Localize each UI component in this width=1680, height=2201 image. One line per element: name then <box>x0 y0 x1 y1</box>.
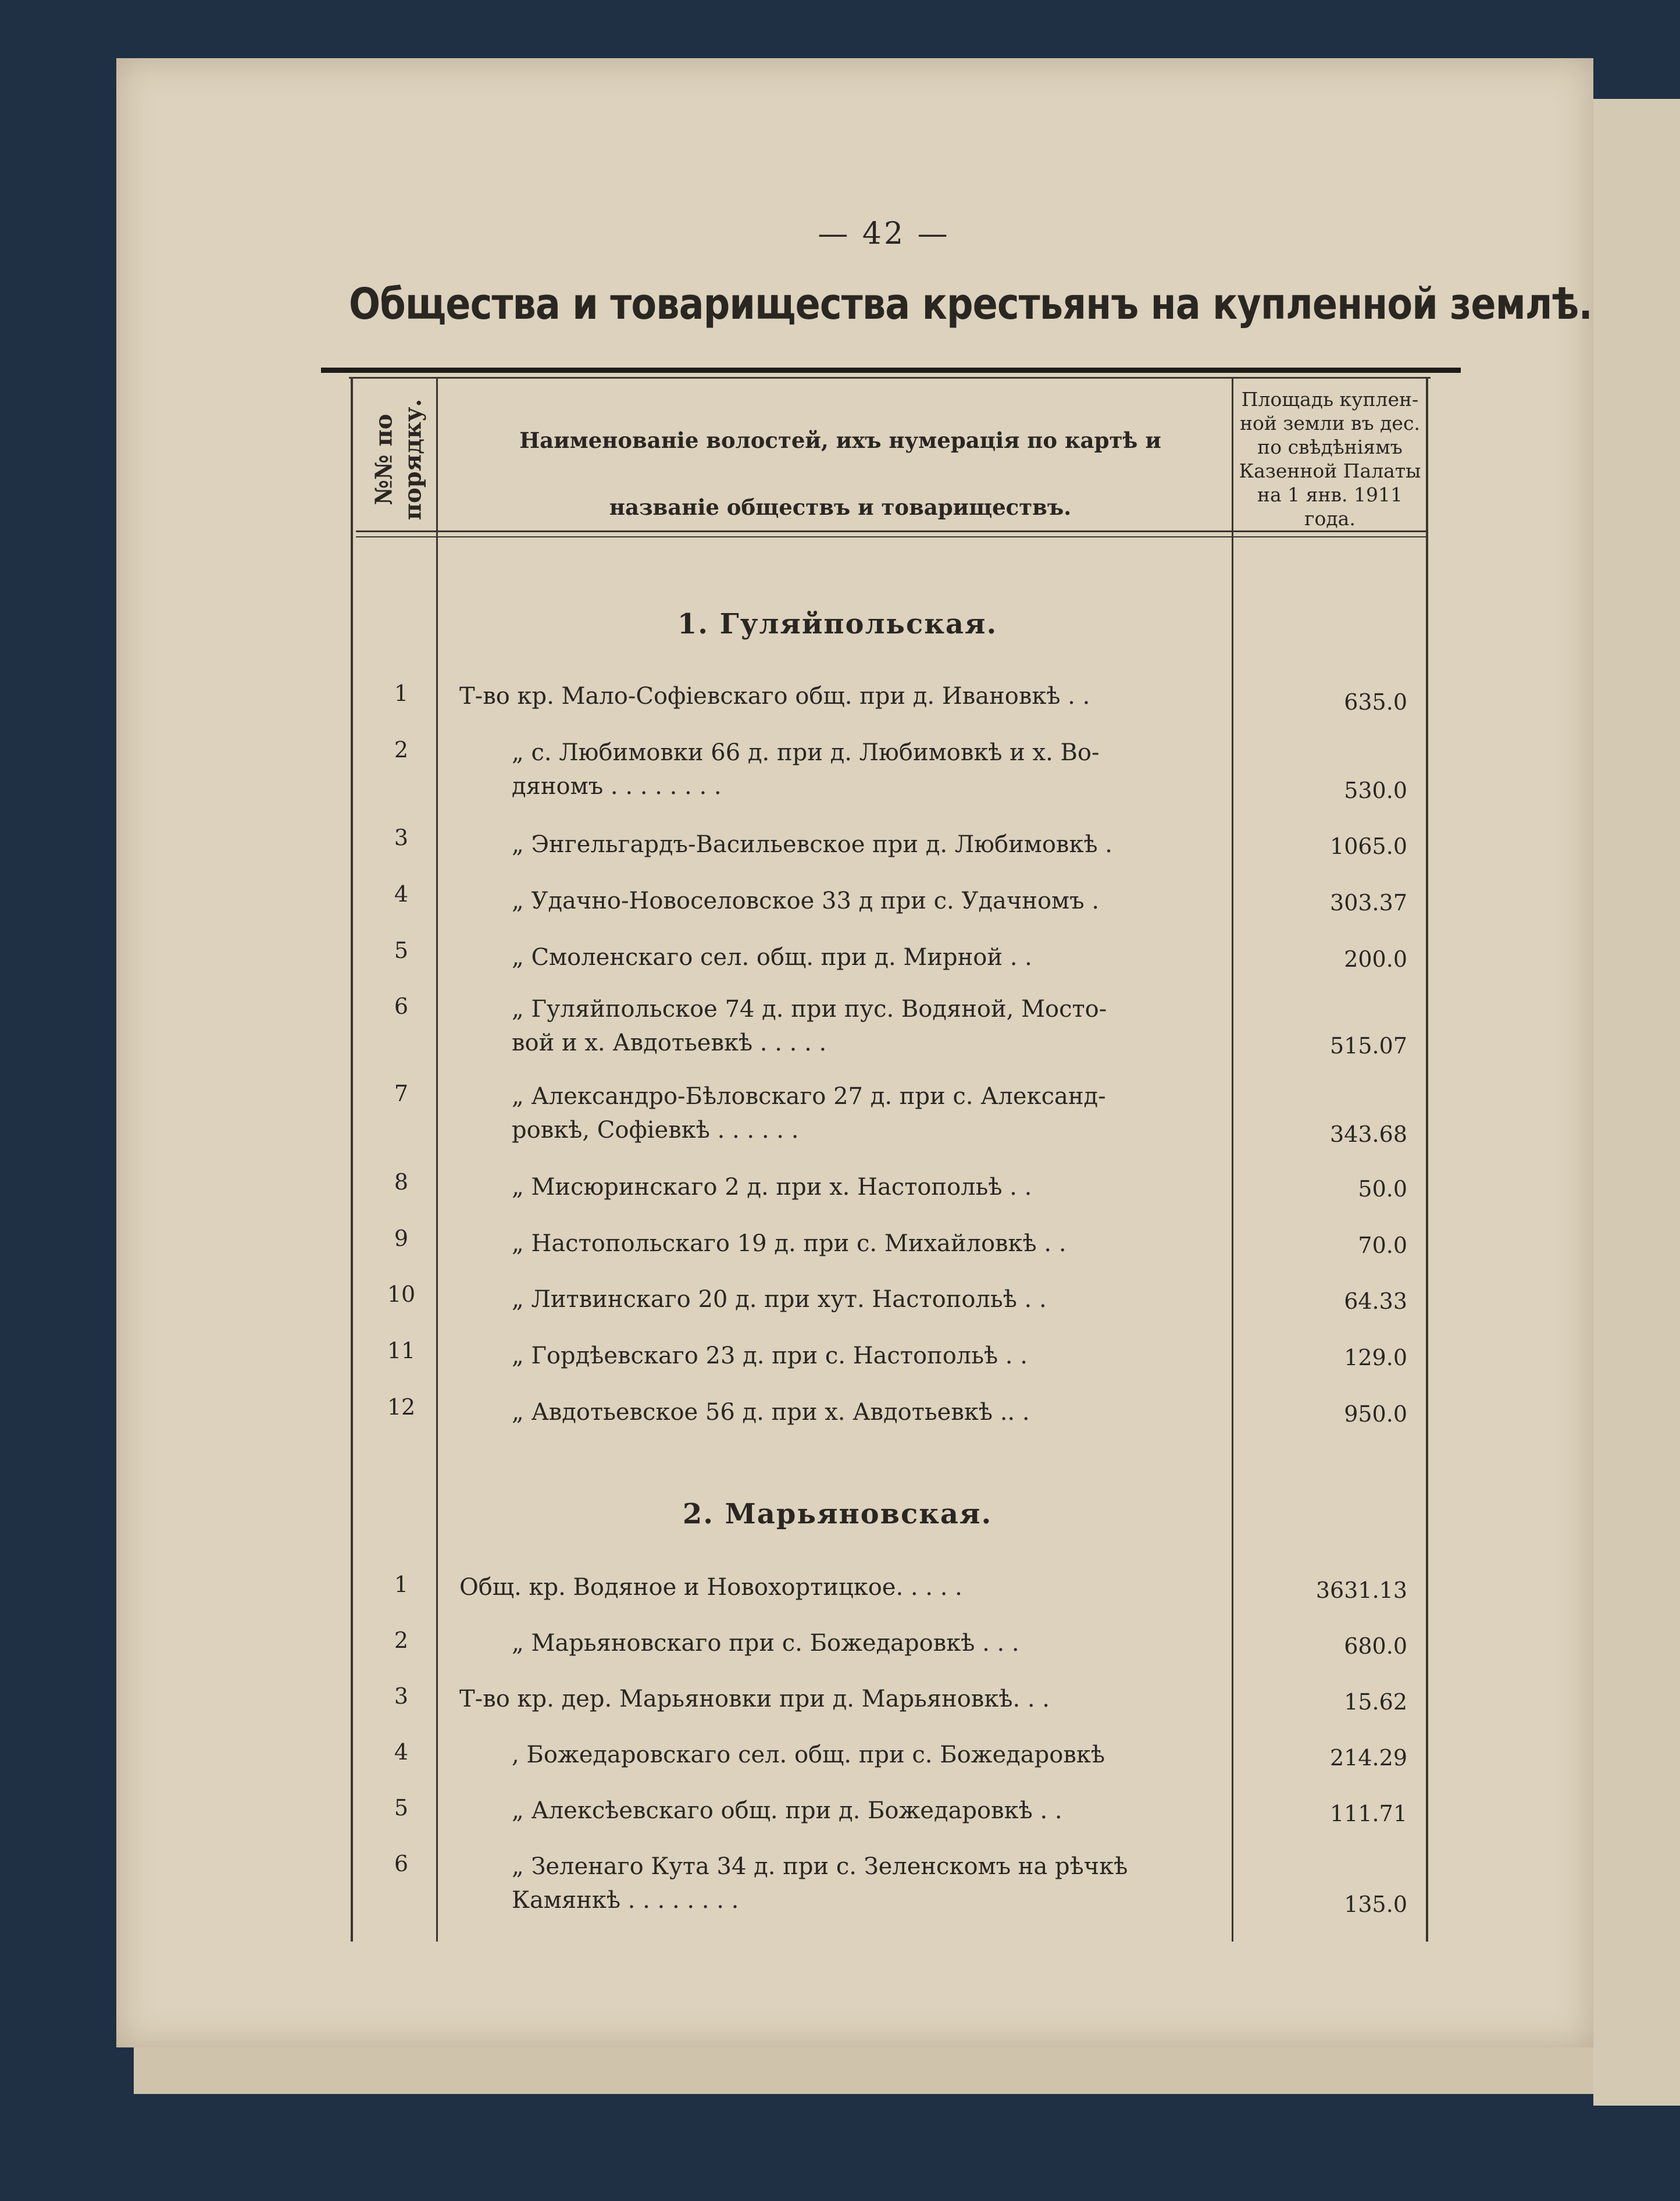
row-text: „ Марьяновскаго при с. Божедаровкѣ . . . <box>512 1630 1019 1657</box>
row-number: 2 <box>394 737 409 763</box>
row-number: 7 <box>394 1081 409 1106</box>
row-text: Общ. кр. Водяное и Новохортицкое. . . . . <box>459 1574 962 1601</box>
row-value: 111.71 <box>1330 1801 1407 1826</box>
row-text: „ Алексѣевскаго общ. при д. Божедаровкѣ . . <box>512 1797 1062 1824</box>
row-text: „ Мисюринскаго 2 д. при х. Настопольѣ . . <box>512 1174 1032 1201</box>
header-name-column <box>448 407 1233 541</box>
row-value: 64.33 <box>1344 1288 1407 1314</box>
row-text: „ Зеленаго Кута 34 д. при с. Зеленскомъ на рѣчкѣ Камянкѣ . . . . . . . . <box>512 1853 1128 1914</box>
row-value: 135.0 <box>1344 1892 1407 1917</box>
row-value: 515.07 <box>1330 1033 1407 1059</box>
row-number: 4 <box>394 1739 409 1765</box>
row-value: 214.29 <box>1330 1745 1407 1771</box>
row-value: 303.37 <box>1330 890 1407 916</box>
row-value: 680.0 <box>1344 1633 1407 1659</box>
row-number: 1 <box>394 681 409 706</box>
row-number: 9 <box>394 1226 409 1251</box>
header-name-line2: названіе обществъ и товариществъ. <box>609 494 1072 520</box>
row-number: 11 <box>387 1338 416 1363</box>
row-value: 343.68 <box>1330 1121 1407 1147</box>
row-text: Т-во кр. дер. Марьяновки при д. Марьяновкѣ. . . <box>459 1686 1050 1712</box>
row-text: „ Литвинскаго 20 д. при хут. Настопольѣ . . <box>512 1286 1047 1313</box>
row-text: „ Гордѣевскаго 23 д. при с. Настопольѣ . . <box>512 1342 1028 1369</box>
row-text: „ Гуляйпольское 74 д. при пус. Водяной, Мосто- вой и х. Авдотьевкѣ . . . . . <box>512 996 1107 1056</box>
row-number: 5 <box>394 1795 409 1821</box>
header-name-line1: Наименованіе волостей, ихъ нумерація по картѣ и <box>519 428 1161 453</box>
row-number: 10 <box>387 1281 416 1307</box>
row-text: „ с. Любимовки 66 д. при д. Любимовкѣ и х. Во- дяномъ . . . . . . . . <box>512 739 1100 800</box>
row-number: 1 <box>394 1572 409 1597</box>
row-text: „ Настопольскаго 19 д. при с. Михайловкѣ . . <box>512 1230 1067 1257</box>
row-number: 12 <box>387 1394 416 1420</box>
row-text: „ Александро-Бѣловскаго 27 д. при с. Александ- ровкѣ, Софіевкѣ . . . . . . <box>512 1083 1106 1144</box>
row-number: 6 <box>394 1851 409 1876</box>
row-value: 3631.13 <box>1315 1577 1407 1603</box>
row-value: 530.0 <box>1344 778 1407 803</box>
row-text: „ Авдотьевское 56 д. при х. Авдотьевкѣ .. . <box>512 1399 1030 1426</box>
row-value: 129.0 <box>1344 1345 1407 1370</box>
page-number: — 42 — <box>818 216 950 251</box>
row-value: 950.0 <box>1344 1401 1407 1427</box>
row-text: „ Смоленскаго сел. общ. при д. Мирной . . <box>512 944 1032 971</box>
row-text: „ Энгельгардъ-Васильевское при д. Любимовкѣ . <box>512 831 1112 858</box>
row-number: 3 <box>394 1683 409 1709</box>
row-value: 1065.0 <box>1330 834 1407 859</box>
table-top-rule-thin <box>349 377 1431 379</box>
adjacent-page-edge <box>1593 99 1680 2106</box>
row-text: , Божедаровскаго сел. общ. при с. Божедаровкѣ <box>512 1741 1105 1768</box>
row-number: 6 <box>394 993 409 1019</box>
row-value: 200.0 <box>1344 946 1407 972</box>
header-number-label: №№ по порядку. <box>370 398 426 521</box>
page-bottom-edge <box>134 2047 1593 2094</box>
page-title: Общества и товарищества крестьянъ на купленной землѣ. <box>349 279 1592 329</box>
row-value: 50.0 <box>1358 1176 1407 1202</box>
table-top-rule <box>321 368 1461 373</box>
table-left-border <box>351 377 353 1942</box>
row-value: 70.0 <box>1358 1233 1407 1258</box>
table-right-border <box>1426 377 1428 1942</box>
row-value: 635.0 <box>1344 689 1407 715</box>
row-value: 15.62 <box>1344 1689 1407 1715</box>
header-area-column: Площадь куплен- ной земли въ дес. по свѣдѣніямъ Казенной Палаты на 1 янв. 1911 года. <box>1239 388 1421 530</box>
row-number: 3 <box>394 825 409 850</box>
row-number: 4 <box>394 881 409 907</box>
row-number: 2 <box>394 1627 409 1653</box>
row-number: 5 <box>394 938 409 963</box>
row-text: „ Удачно-Новоселовское 33 д при с. Удачномъ . <box>512 888 1100 914</box>
header-number-column <box>355 384 442 535</box>
section-heading: 2. Марьяновская. <box>682 1498 993 1530</box>
row-number: 8 <box>394 1169 409 1195</box>
section-heading: 1. Гуляйпольская. <box>677 608 998 640</box>
row-text: Т-во кр. Мало-Софіевскаго общ. при д. Ивановкѣ . . <box>459 683 1090 710</box>
